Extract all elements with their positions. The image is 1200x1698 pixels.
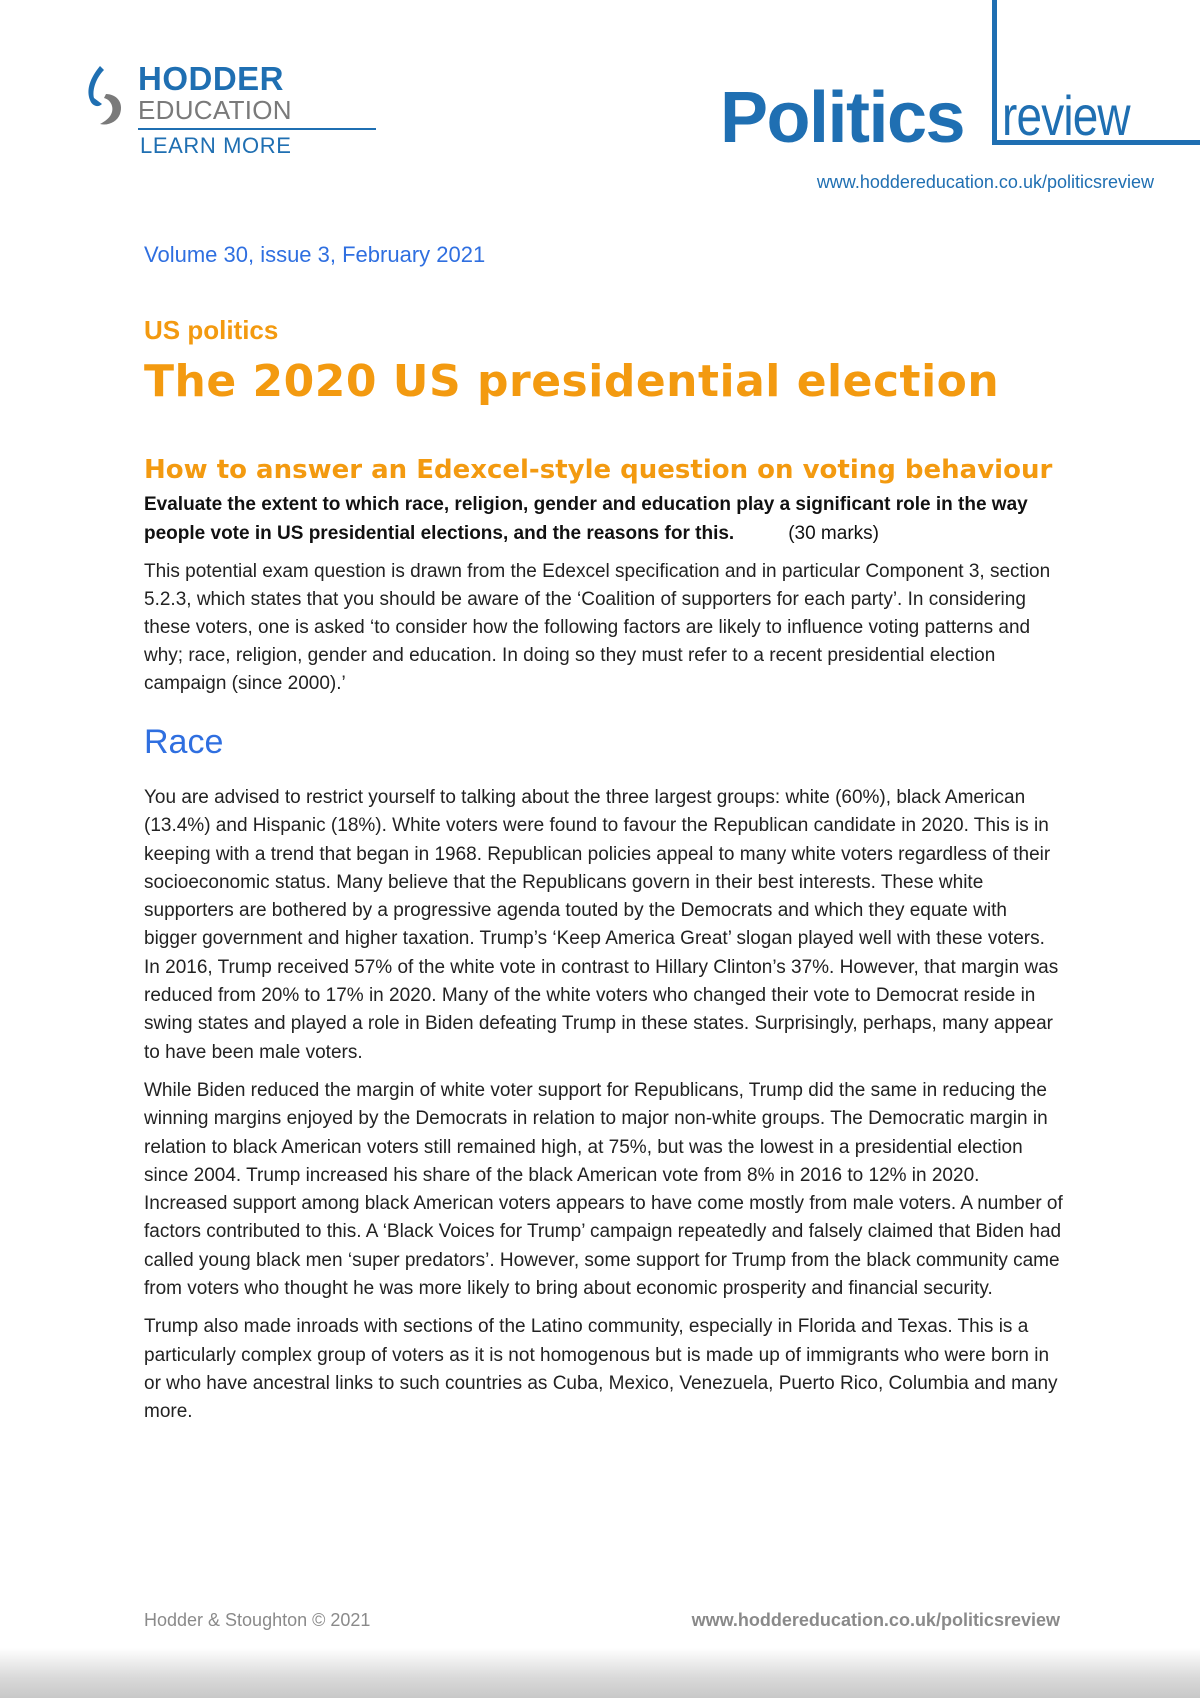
section-label: US politics <box>144 315 279 345</box>
logo-hodder: HODDER <box>138 60 285 97</box>
race-paragraph-3: Trump also made inroads with sections of the Latino community, especially in Florida and Texas. This is a particularly complex group of voters as it is not homogenous but is made up of immigrants who were born in or who have ancestral links to such countries as Cuba, Mexico, Venezuela, Puerto Rico, Columbia and many more. <box>144 1316 1058 1423</box>
intro-paragraph: This potential exam question is drawn from the Edexcel specification and in particular Component 3, section 5.2.3, which states that you should be aware of the ‘Coalition of supporters for each party’. In considering these voters, one is asked ‘to consider how the following factors are likely to influence voting patterns and why; race, religion, gender and education. In doing so they must refer to a recent presidential election campaign (since 2000).’ <box>144 561 1051 694</box>
exam-question-marks: (30 marks) <box>788 523 879 544</box>
issue-info: Volume 30, issue 3, February 2021 <box>144 242 486 267</box>
logo-divider <box>138 128 376 130</box>
footer-website-link[interactable]: www.hoddereducation.co.uk/politicsreview <box>691 1610 1060 1630</box>
logo-learn-more: LEARN MORE <box>140 133 292 158</box>
race-heading: Race <box>144 723 224 761</box>
article-title: The 2020 US presidential election <box>144 356 1000 407</box>
politics-review-logo <box>720 0 1200 160</box>
race-paragraph-2: While Biden reduced the margin of white voter support for Republicans, Trump did the same in reducing the winning margins enjoyed by the Democrats in relation to major non-white groups. The Democratic margin in relation to black American voters still remained high, at 75%, but was the lowest in a presidential election since 2004. Trump increased his share of the black American vote from 8% in 2016 to 12% in 2020. Increased support among black American voters appears to have come mostly from male voters. A number of factors contributed to this. A ‘Black Voices for Trump’ campaign repeatedly and falsely claimed that Biden had called young black men ‘super predators’. However, some support for Trump from the black community came from voters who thought he was more likely to bring about economic prosperity and financial security. <box>144 1079 1063 1300</box>
footer-copyright: Hodder & Stoughton © 2021 <box>144 1610 371 1630</box>
logo-vertical-bar <box>992 0 997 140</box>
header-website-link[interactable]: www.hoddereducation.co.uk/politicsreview <box>816 172 1154 192</box>
hodder-mark-icon <box>80 64 132 128</box>
article <box>144 240 1064 1427</box>
logo-education: EDUCATION <box>138 95 292 125</box>
race-paragraph-1: You are advised to restrict yourself to talking about the three largest groups: white (60%), black American (13.4%) and Hispanic (18%). White voters were found to favour the Republican candidate in 2020. This is in keeping with a trend that began in 1968. Republican policies appeal to many white voters regardless of their socioeconomic status. Many believe that the Republicans govern in their best interests. These white supporters are bothered by a progressive agenda touted by the Democrats and which they equate with bigger government and higher taxation. Trump’s ‘Keep America Great’ slogan played well with these voters. In 2016, Trump received 57% of the white vote in contrast to Hillary Clinton’s 37%. However, that margin was reduced from 20% to 17% in 2020. Many of the white voters who changed their vote to Democrat reside in swing states and played a role in Biden defeating Trump in these states. Surprisingly, perhaps, many appear to have been male voters. <box>144 787 1059 1063</box>
logo-review-word: review <box>1002 84 1130 147</box>
exam-question <box>144 490 1064 548</box>
page-bottom-shadow <box>0 1648 1200 1698</box>
hodder-education-logo <box>80 60 300 160</box>
exam-question-text: Evaluate the extent to which race, religion, gender and education play a significant role in the way people vote in US presidential elections, and the reasons for this. <box>144 494 1028 544</box>
logo-politics-word: Politics <box>720 78 965 158</box>
article-subtitle: How to answer an Edexcel-style question on voting behaviour <box>144 455 1053 485</box>
